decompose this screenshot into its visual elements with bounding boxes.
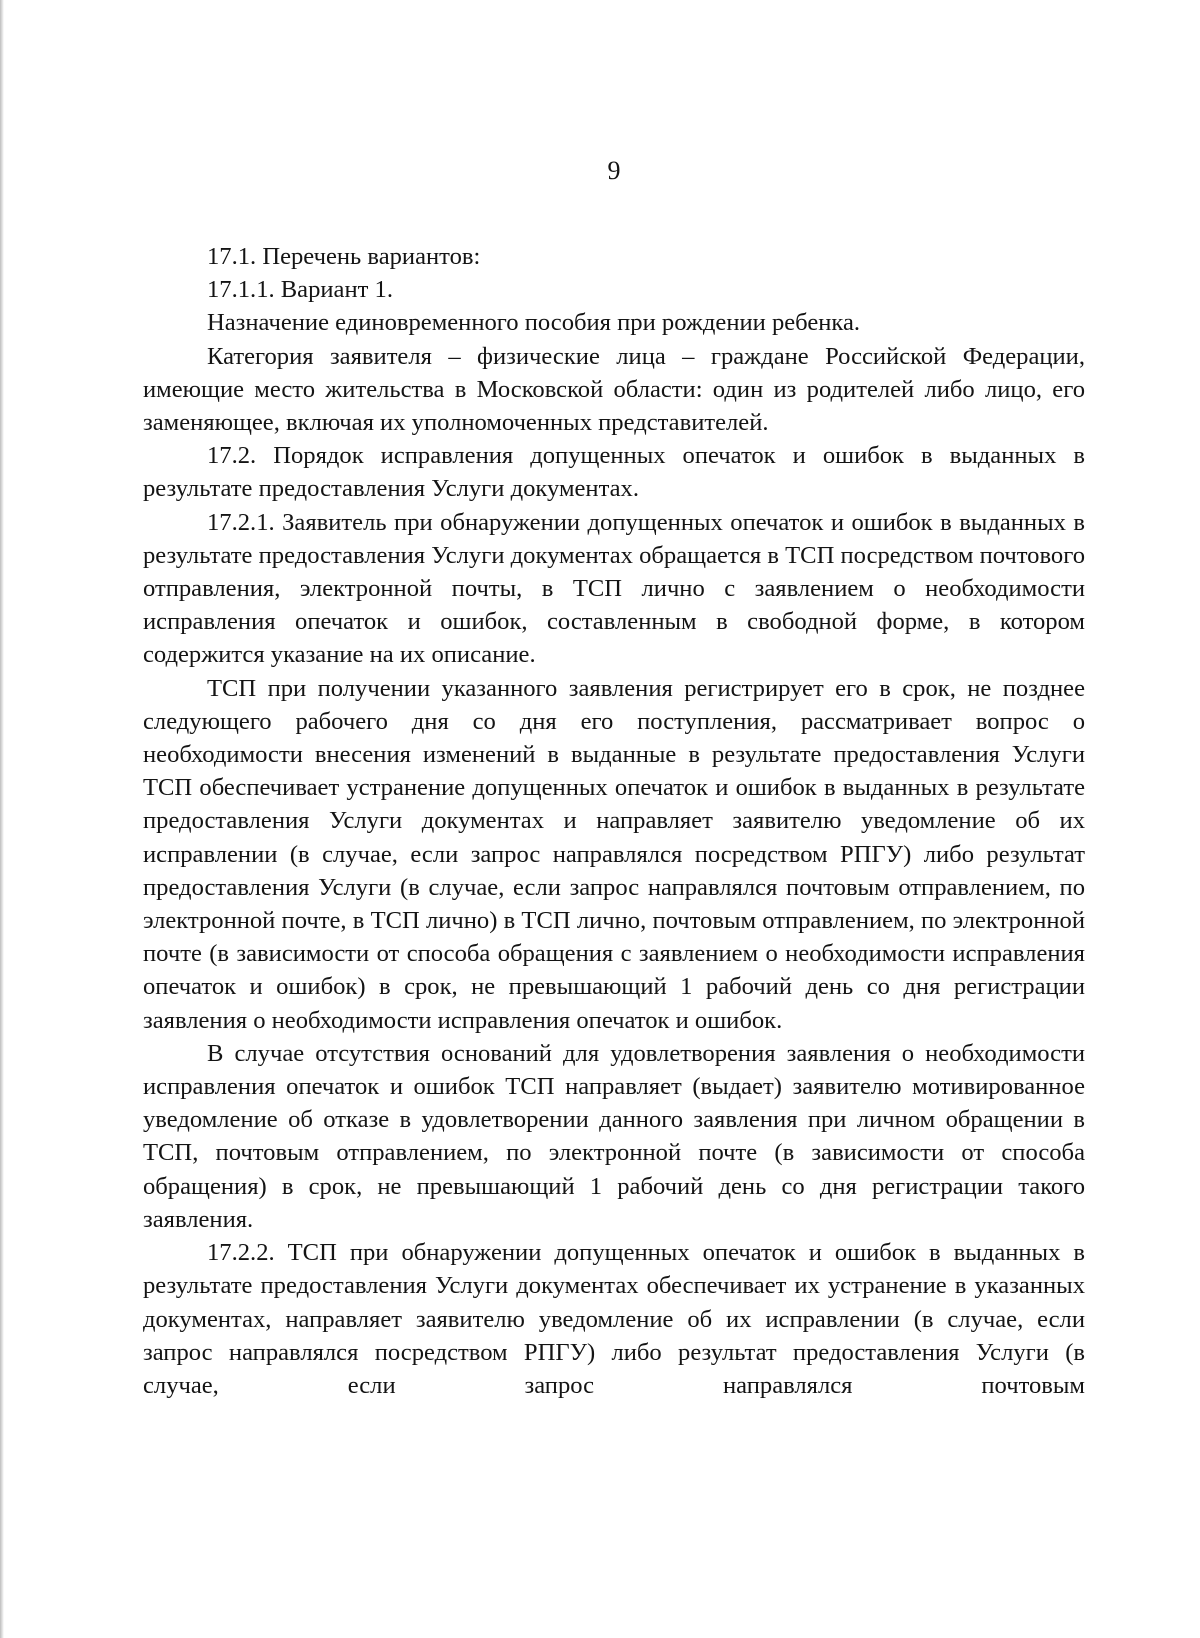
paragraph-applicant-category: Категория заявителя – физические лица – граждане Российской Федерации, имеющие место жительства в Московской области: один из родителей либо лицо, его заменяющее, включая их уполномоченных представителей. bbox=[143, 342, 1085, 437]
paragraph-17-1-1: 17.1.1. Вариант 1. bbox=[207, 276, 393, 304]
page-number: 9 bbox=[607, 156, 621, 185]
paragraph-tsp-registration: ТСП при получении указанного заявления регистрирует его в срок, не позднее следующего рабочего дня со дня его поступления, рассматривает вопрос о необходимости внесения изменений в выданные в результате предоставления Услуги ТСП обеспечивает устранение допущенных опечаток и ошибок в выданных в результате предоставления Услуги документах и направляет заявителю уведомление об их исправлении (в случае, если запрос направлялся посредством РПГУ) либо результат предоставления Услуги (в случае, если запрос направлялся почтовым отправлением, по электронной почте, в ТСП лично) в ТСП лично, почтовым отправлением, по электронной почте (в зависимости от способа обращения с заявлением о необходимости исправления опечаток и ошибок) в срок, не превышающий 1 рабочий день со дня регистрации заявления о необходимости исправления опечаток и ошибок. bbox=[143, 674, 1085, 1034]
paragraph-17-2-2: 17.2.2. ТСП при обнаружении допущенных опечаток и ошибок в выданных в результате предоставления Услуги документах обеспечивает их устранение в указанных документах, направляет заявителю уведомление об их исправлении (в случае, если запрос направлялся посредством РПГУ) либо результат предоставления Услуги (в случае, если запрос направлялся почтовым bbox=[143, 1239, 1085, 1399]
document-body bbox=[143, 240, 1085, 1402]
paragraph-17-2: 17.2. Порядок исправления допущенных опечаток и ошибок в выданных в результате предоставления Услуги документах. bbox=[143, 442, 1085, 503]
scan-edge bbox=[0, 0, 4, 1638]
paragraph-17-1: 17.1. Перечень вариантов: bbox=[207, 243, 481, 270]
paragraph-variant-title: Назначение единовременного пособия при рождении ребенка. bbox=[207, 309, 861, 337]
paragraph-refusal: В случае отсутствия оснований для удовлетворения заявления о необходимости исправления опечаток и ошибок ТСП направляет (выдает) заявителю мотивированное уведомление об отказе в удовлетворении данного заявления при личном обращении в ТСП, почтовым отправлением, по электронной почте (в зависимости от способа обращения) в срок, не превышающий 1 рабочий день со дня регистрации такого заявления. bbox=[143, 1039, 1085, 1233]
paragraph-17-2-1: 17.2.1. Заявитель при обнаружении допущенных опечаток и ошибок в выданных в результате предоставления Услуги документах обращается в ТСП посредством почтового отправления, электронной почты, в ТСП лично с заявлением о необходимости исправления опечаток и ошибок, составленным в свободной форме, в котором содержится указание на их описание. bbox=[143, 508, 1085, 669]
